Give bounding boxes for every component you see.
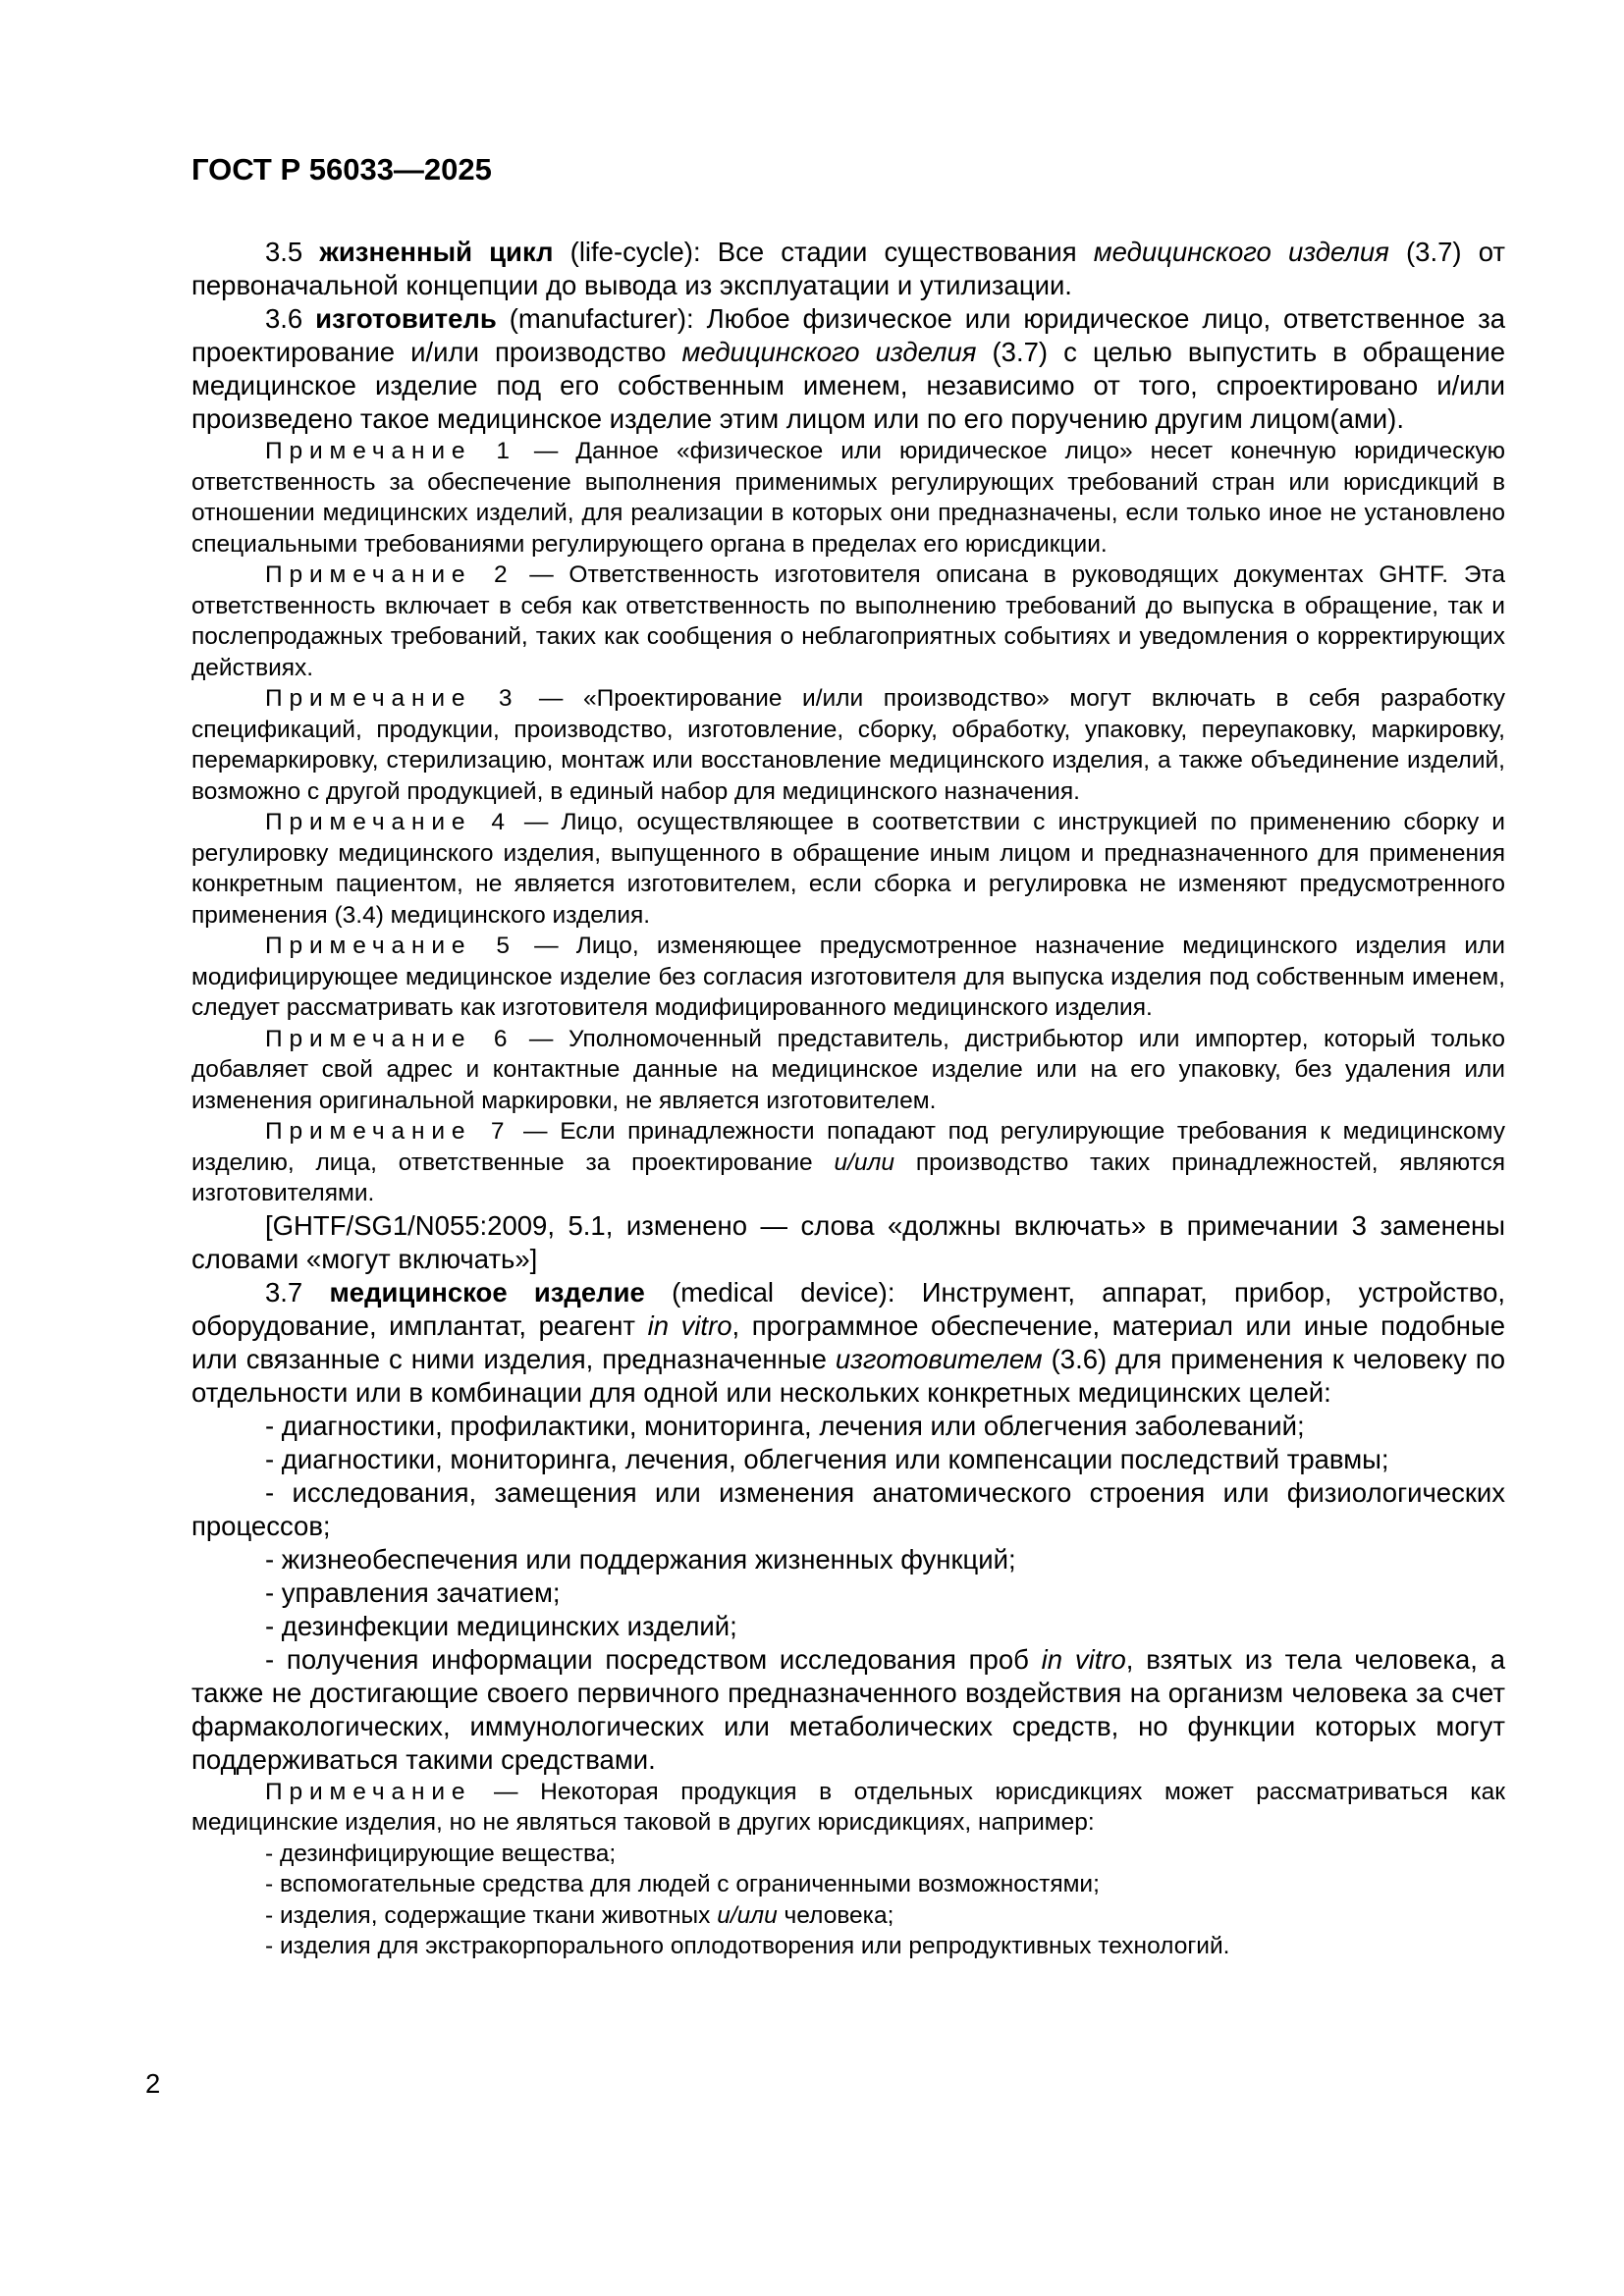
text-segment: (medical device): Инструмент, аппарат, прибор, устройство, оборудование, имплантат, реагент (191, 1276, 1506, 1341)
text-segment: in vitro (1041, 1643, 1126, 1675)
list-item (191, 1543, 1505, 1576)
text-segment: — Если принадлежности попадают под регулирующие требования к медицинскому изделию, лица, ответственные за проектирование (191, 1118, 1505, 1176)
list-item (191, 1443, 1505, 1476)
text-segment: - дезинфекции медицинских изделий; (265, 1610, 737, 1641)
list-item (191, 1610, 1505, 1643)
text-segment: — «Проектирование и/или производство» могут включать в себя разработку спецификаций, продукции, производство, изготовление, сборку, обработку, упаковку, переупаковку, маркировку, перемаркировку, стерилизацию, монтаж или восстановление медицинского изделия, а также объединение изделий, возможно с другой продукцией, в единый набор для медицинского назначения. (191, 685, 1506, 805)
text-segment: медицинского изделия (1093, 237, 1389, 267)
note-paragraph (191, 1116, 1505, 1209)
text-segment: жизненный цикл (319, 237, 554, 267)
note-paragraph (191, 1024, 1505, 1117)
text-segment: [GHTF/SG1/N055:2009, 5.1, изменено — слова «должны включать» в примечании 3 заменены словами «могут включать»] (191, 1209, 1505, 1274)
text-segment: - вспомогательные средства для людей с ограниченными возможностями; (265, 1871, 1100, 1897)
list-item (191, 1476, 1505, 1543)
definition-paragraph (191, 302, 1505, 436)
source-reference (191, 1209, 1505, 1276)
note-paragraph (191, 807, 1505, 931)
text-segment: , взятых из тела человека, а также не достигающие своего первичного предназначенного воздействия на организм человека за счет фармакологических, иммунологических или метаболических средств, но функции которых могут поддерживаться такими средствами. (191, 1643, 1505, 1775)
text-segment: и/или (834, 1148, 894, 1176)
text-segment: — Лицо, осуществляющее в соответствии с инструкцией по применению сборку и регулировку медицинского изделия, выпущенного в обращение иным лицом и предназначенного для применения конкретным пациентом, не является изготовителем, если сборка и регулировка не изменяют предусмотренного применения (3.4) медицинского изделия. (191, 809, 1505, 929)
text-segment: изготовитель (315, 303, 497, 334)
text-segment: (3.7) от первоначальной концепции до вывода из эксплуатации и утилизации. (191, 237, 1505, 300)
text-segment: производство таких принадлежностей, являются изготовителями. (191, 1148, 1506, 1206)
text-segment: - получения информации посредством исследования проб (265, 1643, 1042, 1675)
text-segment: - диагностики, мониторинга, лечения, облегчения или компенсации последствий травмы; (265, 1443, 1389, 1474)
list-item (191, 1410, 1505, 1443)
definition-paragraph (191, 236, 1505, 302)
text-segment: 3.7 (265, 1276, 330, 1308)
text-segment: человека; (777, 1901, 894, 1929)
document-body (191, 236, 1505, 1962)
text-segment: - изделия для экстракорпорального оплодотворения или репродуктивных технологий. (265, 1933, 1230, 1959)
text-segment: (3.6) для применения к человеку по отдельности или в комбинации для одной или нескольких конкретных медицинских целей: (191, 1343, 1505, 1408)
note-label: Примечание 5 (265, 933, 516, 959)
text-segment: , программное обеспечение, материал или иные подобные или связанные с ними изделия, предназначенные (191, 1309, 1505, 1374)
note-label: Примечание 4 (265, 809, 512, 835)
text-segment: - жизнеобеспечения или поддержания жизненных функций; (265, 1543, 1016, 1575)
text-segment: - изделия, содержащие ткани животных (265, 1901, 718, 1929)
text-segment: (manufacturer): Любое физическое или юридическое лицо, ответственное за проектирование и/или производство (191, 303, 1505, 367)
document-code: ГОСТ Р 56033—2025 (191, 152, 492, 187)
note-list-item (191, 1839, 1505, 1870)
note-label: Примечание 1 (265, 438, 516, 464)
text-segment: - исследования, замещения или изменения анатомического строения или физиологических процессов; (191, 1476, 1505, 1541)
text-segment: 3.5 (265, 237, 320, 267)
text-segment: — Данное «физическое или юридическое лицо» несет конечную юридическую ответственность за обеспечение выполнения применимых регулирующих требований стран или юрисдикций в отношении медицинских изделий, для реализации в которых они предназначены, если только иное не установлено специальными требованиями регулирующего органа в пределах его юрисдикции. (191, 438, 1505, 558)
definition-paragraph (191, 1276, 1505, 1410)
note-list-item (191, 1900, 1505, 1932)
text-segment: - диагностики, профилактики, мониторинга, лечения или облегчения заболеваний; (265, 1410, 1305, 1441)
text-segment: изготовителем (835, 1343, 1043, 1374)
note-list-item (191, 1931, 1505, 1962)
note-label: Примечание 6 (265, 1025, 514, 1052)
note-paragraph (191, 1777, 1505, 1839)
text-segment: in vitro (647, 1309, 732, 1341)
note-paragraph (191, 931, 1505, 1024)
document-content (191, 153, 1505, 1962)
text-segment: медицинское изделие (329, 1276, 645, 1308)
text-segment: (life-cycle): Все стадии существования (553, 237, 1094, 267)
text-segment: — Некоторая продукция в отдельных юрисдикциях может рассматриваться как медицинские изделия, но не являться таковой в других юрисдикциях, например: (191, 1778, 1505, 1836)
text-segment: — Ответственность изготовителя описана в руководящих документах GHTF. Эта ответственность включает в себя как ответственность по выполнению требований до выпуска в обращение, так и послепродажных требований, таких как сообщения о неблагоприятных событиях и уведомления о корректирующих действиях. (191, 561, 1506, 681)
text-segment: — Уполномоченный представитель, дистрибьютор или импортер, который только добавляет свой адрес и контактные данные на медицинское изделие или на его упаковку, без удаления или изменения оригинальной маркировки, не является изготовителем. (191, 1025, 1505, 1114)
text-segment: и/или (717, 1901, 778, 1929)
note-label: Примечание 7 (265, 1118, 512, 1145)
text-segment: медицинского изделия (681, 337, 977, 367)
note-paragraph (191, 560, 1505, 683)
text-segment: 3.6 (265, 303, 316, 334)
list-item (191, 1643, 1505, 1777)
note-label: Примечание 3 (265, 685, 519, 712)
note-label: Примечание 2 (265, 561, 514, 588)
text-segment: — Лицо, изменяющее предусмотренное назначение медицинского изделия или модифицирующее медицинское изделие без согласия изготовителя для выпуска изделия под собственным именем, следует рассматривать как изготовителя модифицированного медицинского изделия. (191, 933, 1505, 1021)
page-number: 2 (145, 2068, 161, 2099)
note-paragraph (191, 683, 1505, 807)
note-paragraph (191, 436, 1505, 560)
text-segment: - управления зачатием; (265, 1576, 561, 1608)
note-label: Примечание (265, 1778, 472, 1805)
note-list-item (191, 1869, 1505, 1900)
text-segment: - дезинфицирующие вещества; (265, 1840, 617, 1867)
list-item (191, 1576, 1505, 1610)
text-segment: (3.7) с целью выпустить в обращение медицинское изделие под его собственным именем, независимо от того, спроектировано и/или произведено такое медицинское изделие этим лицом или по его поручению другим лицом(ами). (191, 337, 1505, 434)
